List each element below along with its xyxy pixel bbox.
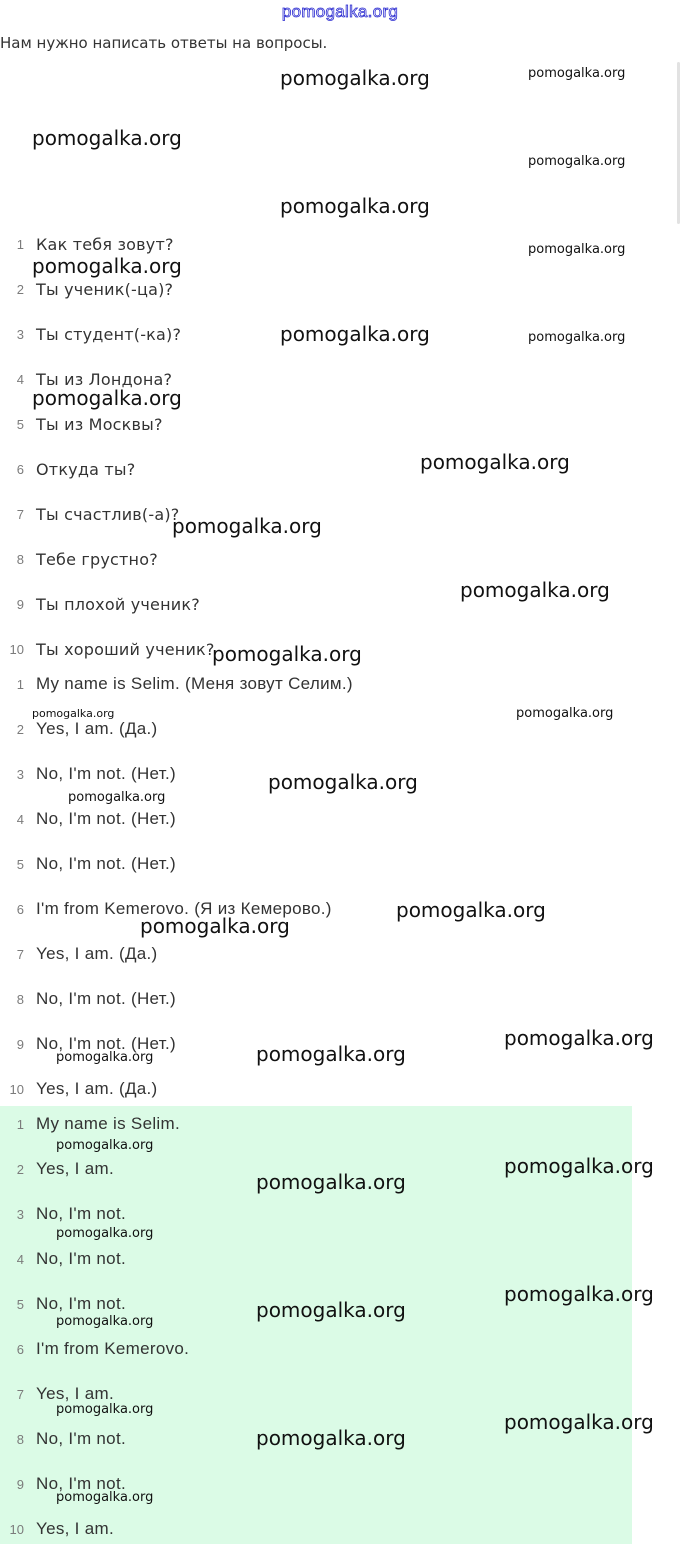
list-item: [0, 456, 135, 482]
item-text: No, I'm not.: [36, 1294, 126, 1313]
watermark: pomogalka.org: [56, 1490, 154, 1505]
watermark: pomogalka.org: [256, 1042, 406, 1066]
item-number: 4: [16, 811, 24, 827]
watermark: pomogalka.org: [32, 126, 182, 150]
list-item: [0, 986, 176, 1012]
item-text: No, I'm not.: [36, 1204, 126, 1223]
item-number: 1: [16, 676, 24, 692]
item-text: Ты хороший ученик?: [36, 639, 215, 659]
watermark: pomogalka.org: [32, 707, 115, 720]
list-item: [0, 1076, 158, 1102]
item-number: 4: [16, 371, 24, 387]
list-item: [0, 546, 158, 572]
watermark: pomogalka.org: [212, 642, 362, 666]
item-text: Ты ученик(-ца)?: [36, 279, 174, 299]
watermark: pomogalka.org: [32, 254, 182, 278]
watermark: pomogalka.org: [56, 1402, 154, 1417]
item-number: 1: [16, 236, 24, 252]
item-text: No, I'm not. (Нет.): [36, 809, 176, 828]
item-text: No, I'm not. (Нет.): [36, 764, 176, 783]
watermark: pomogalka.org: [504, 1282, 654, 1306]
item-number: 4: [16, 1251, 24, 1267]
watermark: pomogalka.org: [172, 514, 322, 538]
item-number: 7: [16, 506, 24, 522]
item-number: 2: [16, 1161, 24, 1177]
watermark: pomogalka.org: [528, 154, 626, 169]
watermark: pomogalka.org: [56, 1138, 154, 1153]
watermark: pomogalka.org: [256, 1298, 406, 1322]
watermark: pomogalka.org: [56, 1314, 154, 1329]
list-item: [0, 591, 200, 617]
watermark: pomogalka.org: [504, 1410, 654, 1434]
item-text: Yes, I am. (Да.): [36, 944, 158, 963]
item-number: 2: [16, 281, 24, 297]
item-number: 1: [16, 1116, 24, 1132]
item-text: Ты из Лондона?: [36, 369, 173, 389]
item-text: Yes, I am.: [36, 1384, 114, 1403]
item-text: No, I'm not. (Нет.): [36, 1034, 176, 1053]
watermark: pomogalka.org: [56, 1226, 154, 1241]
item-text: No, I'm not.: [36, 1249, 126, 1268]
item-number: 9: [16, 596, 24, 612]
list-item: [0, 1111, 180, 1137]
list-item: [0, 636, 215, 662]
item-text: My name is Selim. (Меня зовут Селим.): [36, 674, 353, 693]
watermark: pomogalka.org: [504, 1154, 654, 1178]
watermark: pomogalka.org: [256, 1170, 406, 1194]
item-number: 7: [16, 946, 24, 962]
item-number: 5: [16, 1296, 24, 1312]
item-number: 3: [16, 326, 24, 342]
list-item: [0, 1426, 126, 1452]
watermark: pomogalka.org: [56, 1050, 154, 1065]
item-number: 8: [16, 551, 24, 567]
item-text: I'm from Kemerovo.: [36, 1339, 190, 1358]
item-text: No, I'm not.: [36, 1429, 126, 1448]
watermark: pomogalka.org: [516, 706, 614, 721]
list-item: [0, 1516, 114, 1542]
item-text: No, I'm not. (Нет.): [36, 854, 176, 873]
item-text: Yes, I am.: [36, 1519, 114, 1538]
item-text: Ты плохой ученик?: [36, 594, 200, 614]
item-number: 6: [16, 901, 24, 917]
watermark: pomogalka.org: [396, 898, 546, 922]
item-text: My name is Selim.: [36, 1114, 180, 1133]
list-item: [0, 1336, 189, 1362]
watermark: pomogalka.org: [504, 1026, 654, 1050]
item-number: 3: [16, 766, 24, 782]
item-text: No, I'm not. (Нет.): [36, 989, 176, 1008]
item-text: Ты студент(-ка)?: [36, 324, 182, 344]
item-text: Как тебя зовут?: [36, 234, 174, 254]
item-number: 10: [9, 641, 24, 657]
watermark: pomogalka.org: [140, 914, 290, 938]
item-number: 8: [16, 1431, 24, 1447]
item-number: 5: [16, 856, 24, 872]
list-item: [0, 321, 181, 347]
watermark: pomogalka.org: [460, 578, 610, 602]
watermark: pomogalka.org: [280, 194, 430, 218]
item-number: 9: [16, 1036, 24, 1052]
list-item: [0, 1201, 126, 1227]
watermark: pomogalka.org: [420, 450, 570, 474]
item-text: Ты счастлив(-а)?: [36, 504, 180, 524]
item-number: 5: [16, 416, 24, 432]
item-text: I'm from Kemerovo. (Я из Кемерово.): [36, 899, 332, 918]
intro-text: Нам нужно написать ответы на вопросы.: [0, 34, 328, 52]
item-number: 2: [16, 721, 24, 737]
item-text: Тебе грустно?: [36, 549, 158, 569]
list-item: [0, 1156, 114, 1182]
item-number: 7: [16, 1386, 24, 1402]
list-item: [0, 671, 353, 697]
watermark: pomogalka.org: [528, 242, 626, 257]
item-text: Откуда ты?: [36, 459, 136, 479]
item-text: Yes, I am. (Да.): [36, 1079, 158, 1098]
watermark: pomogalka.org: [68, 790, 166, 805]
item-number: 6: [16, 1341, 24, 1357]
watermark: pomogalka.org: [528, 330, 626, 345]
list-item: [0, 276, 173, 302]
item-number: 10: [9, 1521, 24, 1537]
list-item: [0, 501, 179, 527]
watermark: pomogalka.org: [280, 322, 430, 346]
item-number: 10: [9, 1081, 24, 1097]
site-header-logo: pomogalka.org: [281, 2, 399, 21]
item-number: 8: [16, 991, 24, 1007]
list-item: [0, 761, 176, 787]
item-number: 9: [16, 1476, 24, 1492]
item-text: Yes, I am.: [36, 1159, 114, 1178]
item-number: 3: [16, 1206, 24, 1222]
item-text: No, I'm not.: [36, 1474, 126, 1493]
item-text: Yes, I am. (Да.): [36, 719, 158, 738]
watermark: pomogalka.org: [268, 770, 418, 794]
watermark: pomogalka.org: [32, 386, 182, 410]
list-item: [0, 851, 176, 877]
watermark: pomogalka.org: [280, 66, 430, 90]
watermark: pomogalka.org: [528, 66, 626, 81]
list-item: [0, 411, 163, 437]
item-text: Ты из Москвы?: [36, 414, 163, 434]
watermark: pomogalka.org: [256, 1426, 406, 1450]
list-item: [0, 1246, 126, 1272]
item-number: 6: [16, 461, 24, 477]
list-item: [0, 806, 176, 832]
list-item: [0, 941, 158, 967]
